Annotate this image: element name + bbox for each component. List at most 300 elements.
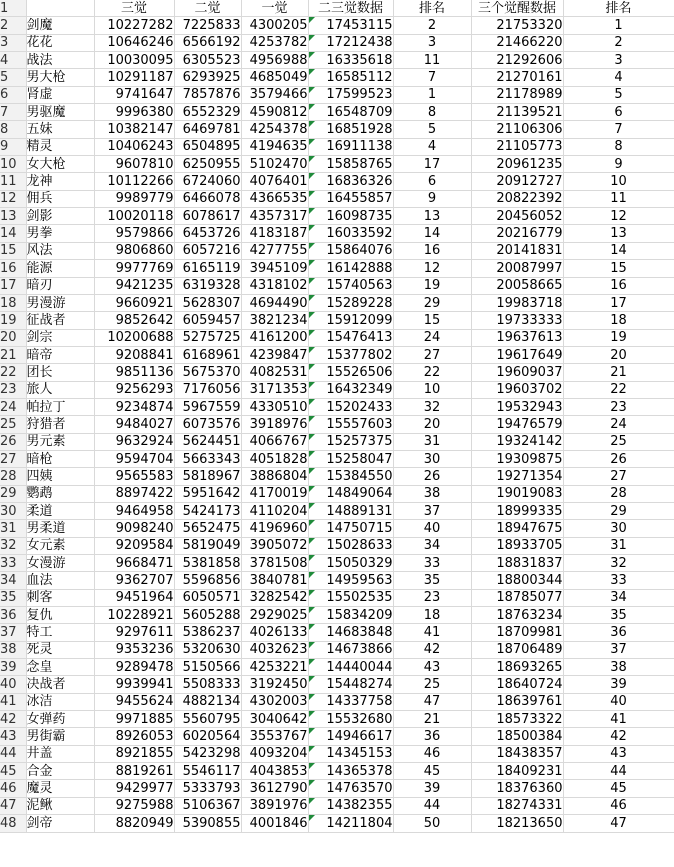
row-number[interactable]: 6 <box>0 86 26 103</box>
data-cell[interactable]: 5102470 <box>241 156 308 173</box>
rank-cell[interactable]: 6 <box>393 173 471 190</box>
data-cell[interactable]: 10030095 <box>94 52 174 69</box>
row-number[interactable]: 11 <box>0 173 26 190</box>
rank-cell[interactable]: 12 <box>563 208 674 225</box>
rank-cell[interactable]: 10 <box>393 381 471 398</box>
data-cell[interactable]: 4051828 <box>241 450 308 467</box>
row-number[interactable]: 40 <box>0 676 26 693</box>
class-name-cell[interactable]: 念皇 <box>26 659 94 676</box>
data-cell[interactable]: 18376360 <box>471 780 563 797</box>
data-cell[interactable]: 3821234 <box>241 312 308 329</box>
rank-cell[interactable]: 16 <box>563 277 674 294</box>
rank-cell[interactable]: 40 <box>563 693 674 710</box>
data-cell[interactable]: 4254378 <box>241 121 308 138</box>
row-number[interactable]: 47 <box>0 797 26 814</box>
data-cell[interactable]: 9353236 <box>94 641 174 658</box>
data-cell[interactable]: 20141831 <box>471 242 563 259</box>
class-name-cell[interactable]: 特工 <box>26 624 94 641</box>
class-name-cell[interactable]: 暗帝 <box>26 346 94 363</box>
rank-cell[interactable]: 1 <box>563 17 674 34</box>
class-name-cell[interactable]: 男大枪 <box>26 69 94 86</box>
class-name-cell[interactable]: 狩猎者 <box>26 416 94 433</box>
class-name-cell[interactable]: 团长 <box>26 364 94 381</box>
rank-cell[interactable]: 39 <box>393 780 471 797</box>
rank-cell[interactable]: 19 <box>563 329 674 346</box>
data-cell[interactable]: 6078617 <box>174 208 241 225</box>
data-cell[interactable]: 14849064 <box>308 485 393 502</box>
data-cell[interactable]: 9297611 <box>94 624 174 641</box>
row-number[interactable]: 45 <box>0 763 26 780</box>
class-name-cell[interactable]: 男拳 <box>26 225 94 242</box>
data-cell[interactable]: 6305523 <box>174 52 241 69</box>
rank-cell[interactable]: 24 <box>393 329 471 346</box>
row-number[interactable]: 35 <box>0 589 26 606</box>
data-cell[interactable]: 9455624 <box>94 693 174 710</box>
data-cell[interactable]: 16851928 <box>308 121 393 138</box>
row-number[interactable]: 27 <box>0 450 26 467</box>
data-cell[interactable]: 8926053 <box>94 728 174 745</box>
data-cell[interactable]: 10646246 <box>94 34 174 51</box>
class-name-cell[interactable]: 暗刃 <box>26 277 94 294</box>
rank-cell[interactable]: 26 <box>393 468 471 485</box>
class-name-cell[interactable]: 男街霸 <box>26 728 94 745</box>
data-cell[interactable]: 18831837 <box>471 555 563 572</box>
data-cell[interactable]: 5652475 <box>174 520 241 537</box>
data-cell[interactable]: 5106367 <box>174 797 241 814</box>
data-cell[interactable]: 9362707 <box>94 572 174 589</box>
data-cell[interactable]: 16033592 <box>308 225 393 242</box>
data-cell[interactable]: 4161200 <box>241 329 308 346</box>
data-cell[interactable]: 9451964 <box>94 589 174 606</box>
data-cell[interactable]: 5663343 <box>174 450 241 467</box>
class-name-cell[interactable]: 死灵 <box>26 641 94 658</box>
row-number[interactable]: 33 <box>0 555 26 572</box>
class-name-cell[interactable]: 柔道 <box>26 502 94 519</box>
class-name-cell[interactable]: 女元素 <box>26 537 94 554</box>
data-cell[interactable]: 15202433 <box>308 398 393 415</box>
data-cell[interactable]: 16455857 <box>308 190 393 207</box>
data-cell[interactable]: 9209584 <box>94 537 174 554</box>
data-cell[interactable]: 19609037 <box>471 364 563 381</box>
data-cell[interactable]: 6250955 <box>174 156 241 173</box>
data-cell[interactable]: 9289478 <box>94 659 174 676</box>
data-cell[interactable]: 15740563 <box>308 277 393 294</box>
data-cell[interactable]: 6020564 <box>174 728 241 745</box>
rank-cell[interactable]: 38 <box>563 659 674 676</box>
row-number[interactable]: 4 <box>0 52 26 69</box>
data-cell[interactable]: 4253782 <box>241 34 308 51</box>
data-cell[interactable]: 14440044 <box>308 659 393 676</box>
data-cell[interactable]: 21105773 <box>471 138 563 155</box>
data-cell[interactable]: 17453115 <box>308 17 393 34</box>
data-cell[interactable]: 4026133 <box>241 624 308 641</box>
data-cell[interactable]: 18274331 <box>471 797 563 814</box>
data-cell[interactable]: 18763234 <box>471 607 563 624</box>
row-number[interactable]: 22 <box>0 364 26 381</box>
data-cell[interactable]: 5333793 <box>174 780 241 797</box>
data-cell[interactable]: 14337758 <box>308 693 393 710</box>
class-name-cell[interactable]: 女漫游 <box>26 555 94 572</box>
data-cell[interactable]: 4032623 <box>241 641 308 658</box>
rank-cell[interactable]: 22 <box>563 381 674 398</box>
rank-cell[interactable]: 19 <box>393 277 471 294</box>
rank-cell[interactable]: 3 <box>563 52 674 69</box>
data-cell[interactable]: 19019083 <box>471 485 563 502</box>
data-cell[interactable]: 6073576 <box>174 416 241 433</box>
rank-cell[interactable]: 30 <box>393 450 471 467</box>
data-cell[interactable]: 15834209 <box>308 607 393 624</box>
data-cell[interactable]: 18693265 <box>471 659 563 676</box>
data-cell[interactable]: 14889131 <box>308 502 393 519</box>
rank-cell[interactable]: 13 <box>563 225 674 242</box>
data-cell[interactable]: 4196960 <box>241 520 308 537</box>
rank-cell[interactable]: 31 <box>563 537 674 554</box>
data-cell[interactable]: 9098240 <box>94 520 174 537</box>
data-cell[interactable]: 4318102 <box>241 277 308 294</box>
row-number[interactable]: 46 <box>0 780 26 797</box>
data-cell[interactable]: 6552329 <box>174 104 241 121</box>
data-cell[interactable]: 15526506 <box>308 364 393 381</box>
data-cell[interactable]: 15448274 <box>308 676 393 693</box>
data-cell[interactable]: 5624451 <box>174 433 241 450</box>
data-cell[interactable]: 9565583 <box>94 468 174 485</box>
data-cell[interactable]: 3886804 <box>241 468 308 485</box>
rank-cell[interactable]: 14 <box>393 225 471 242</box>
data-cell[interactable]: 4366535 <box>241 190 308 207</box>
data-cell[interactable]: 6469781 <box>174 121 241 138</box>
data-cell[interactable]: 5546117 <box>174 763 241 780</box>
row-number[interactable]: 7 <box>0 104 26 121</box>
class-name-cell[interactable]: 魔灵 <box>26 780 94 797</box>
rank-cell[interactable]: 38 <box>393 485 471 502</box>
column-header[interactable]: 一觉 <box>241 0 308 17</box>
row-number[interactable]: 10 <box>0 156 26 173</box>
rank-cell[interactable]: 34 <box>563 589 674 606</box>
data-cell[interactable]: 4076401 <box>241 173 308 190</box>
data-cell[interactable]: 15476413 <box>308 329 393 346</box>
data-cell[interactable]: 5424173 <box>174 502 241 519</box>
row-number[interactable]: 37 <box>0 624 26 641</box>
data-cell[interactable]: 5596856 <box>174 572 241 589</box>
data-cell[interactable]: 21270161 <box>471 69 563 86</box>
data-cell[interactable]: 4590812 <box>241 104 308 121</box>
column-header[interactable]: 二觉 <box>174 0 241 17</box>
row-number[interactable]: 12 <box>0 190 26 207</box>
data-cell[interactable]: 15557603 <box>308 416 393 433</box>
rank-cell[interactable]: 23 <box>393 589 471 606</box>
data-cell[interactable]: 4882134 <box>174 693 241 710</box>
rank-cell[interactable]: 41 <box>563 711 674 728</box>
data-cell[interactable]: 20216779 <box>471 225 563 242</box>
row-number[interactable]: 43 <box>0 728 26 745</box>
rank-cell[interactable]: 2 <box>563 34 674 51</box>
class-name-cell[interactable]: 四姨 <box>26 468 94 485</box>
row-number[interactable]: 19 <box>0 312 26 329</box>
data-cell[interactable]: 4685049 <box>241 69 308 86</box>
data-cell[interactable]: 4066767 <box>241 433 308 450</box>
class-name-cell[interactable]: 井盖 <box>26 745 94 762</box>
rank-cell[interactable]: 46 <box>393 745 471 762</box>
rank-cell[interactable]: 40 <box>393 520 471 537</box>
row-number[interactable]: 24 <box>0 398 26 415</box>
row-number[interactable]: 31 <box>0 520 26 537</box>
data-cell[interactable]: 20058665 <box>471 277 563 294</box>
data-cell[interactable]: 5818967 <box>174 468 241 485</box>
data-cell[interactable]: 19603702 <box>471 381 563 398</box>
rank-cell[interactable]: 7 <box>393 69 471 86</box>
data-cell[interactable]: 10227282 <box>94 17 174 34</box>
data-cell[interactable]: 14959563 <box>308 572 393 589</box>
rank-cell[interactable]: 32 <box>393 398 471 415</box>
rank-cell[interactable]: 29 <box>563 502 674 519</box>
row-number[interactable]: 16 <box>0 260 26 277</box>
data-cell[interactable]: 19476579 <box>471 416 563 433</box>
data-cell[interactable]: 17599523 <box>308 86 393 103</box>
data-cell[interactable]: 19309875 <box>471 450 563 467</box>
data-cell[interactable]: 14211804 <box>308 815 393 832</box>
row-number[interactable]: 32 <box>0 537 26 554</box>
class-name-cell[interactable]: 男柔道 <box>26 520 94 537</box>
data-cell[interactable]: 9668471 <box>94 555 174 572</box>
data-cell[interactable]: 3040642 <box>241 711 308 728</box>
data-cell[interactable]: 10112266 <box>94 173 174 190</box>
data-cell[interactable]: 10291187 <box>94 69 174 86</box>
rank-cell[interactable]: 43 <box>393 659 471 676</box>
rank-cell[interactable]: 13 <box>393 208 471 225</box>
rank-cell[interactable]: 9 <box>563 156 674 173</box>
data-cell[interactable]: 9607810 <box>94 156 174 173</box>
row-number[interactable]: 38 <box>0 641 26 658</box>
data-cell[interactable]: 4330510 <box>241 398 308 415</box>
rank-cell[interactable]: 23 <box>563 398 674 415</box>
data-cell[interactable]: 18947675 <box>471 520 563 537</box>
rank-cell[interactable]: 36 <box>563 624 674 641</box>
data-cell[interactable]: 9852642 <box>94 312 174 329</box>
data-cell[interactable]: 18709981 <box>471 624 563 641</box>
data-cell[interactable]: 16098735 <box>308 208 393 225</box>
data-cell[interactable]: 3840781 <box>241 572 308 589</box>
row-number[interactable]: 28 <box>0 468 26 485</box>
data-cell[interactable]: 18800344 <box>471 572 563 589</box>
data-cell[interactable]: 4093204 <box>241 745 308 762</box>
rank-cell[interactable]: 20 <box>393 416 471 433</box>
data-cell[interactable]: 15384550 <box>308 468 393 485</box>
rank-cell[interactable]: 45 <box>563 780 674 797</box>
rank-cell[interactable]: 30 <box>563 520 674 537</box>
row-number[interactable]: 15 <box>0 242 26 259</box>
rank-cell[interactable]: 16 <box>393 242 471 259</box>
rank-cell[interactable]: 28 <box>563 485 674 502</box>
column-header[interactable]: 三觉 <box>94 0 174 17</box>
data-cell[interactable]: 3192450 <box>241 676 308 693</box>
rank-cell[interactable]: 14 <box>563 242 674 259</box>
class-name-cell[interactable]: 合金 <box>26 763 94 780</box>
class-name-cell[interactable]: 决战者 <box>26 676 94 693</box>
data-cell[interactable]: 9464958 <box>94 502 174 519</box>
rank-cell[interactable]: 4 <box>393 138 471 155</box>
data-cell[interactable]: 20087997 <box>471 260 563 277</box>
class-name-cell[interactable]: 旅人 <box>26 381 94 398</box>
data-cell[interactable]: 15258047 <box>308 450 393 467</box>
column-header[interactable]: 二三觉数据 <box>308 0 393 17</box>
row-number[interactable]: 25 <box>0 416 26 433</box>
rank-cell[interactable]: 29 <box>393 294 471 311</box>
data-cell[interactable]: 7176056 <box>174 381 241 398</box>
class-name-cell[interactable]: 剑宗 <box>26 329 94 346</box>
data-cell[interactable]: 5508333 <box>174 676 241 693</box>
data-cell[interactable]: 9429977 <box>94 780 174 797</box>
row-number[interactable]: 42 <box>0 711 26 728</box>
class-name-cell[interactable]: 战法 <box>26 52 94 69</box>
rank-cell[interactable]: 33 <box>563 572 674 589</box>
data-cell[interactable]: 21139521 <box>471 104 563 121</box>
data-cell[interactable]: 6566192 <box>174 34 241 51</box>
data-cell[interactable]: 19637613 <box>471 329 563 346</box>
data-cell[interactable]: 10382147 <box>94 121 174 138</box>
data-cell[interactable]: 7857876 <box>174 86 241 103</box>
data-cell[interactable]: 4357317 <box>241 208 308 225</box>
data-cell[interactable]: 9989779 <box>94 190 174 207</box>
rank-cell[interactable]: 44 <box>393 797 471 814</box>
rank-cell[interactable]: 15 <box>563 260 674 277</box>
rank-cell[interactable]: 21 <box>563 364 674 381</box>
data-cell[interactable]: 14683848 <box>308 624 393 641</box>
data-cell[interactable]: 9234874 <box>94 398 174 415</box>
data-cell[interactable]: 21178989 <box>471 86 563 103</box>
data-cell[interactable]: 6453726 <box>174 225 241 242</box>
rank-cell[interactable]: 11 <box>393 52 471 69</box>
data-cell[interactable]: 18999335 <box>471 502 563 519</box>
class-name-cell[interactable]: 五妹 <box>26 121 94 138</box>
data-cell[interactable]: 15289228 <box>308 294 393 311</box>
data-cell[interactable]: 4001846 <box>241 815 308 832</box>
row-number[interactable]: 41 <box>0 693 26 710</box>
class-name-cell[interactable]: 能源 <box>26 260 94 277</box>
rank-cell[interactable]: 37 <box>563 641 674 658</box>
data-cell[interactable]: 9741647 <box>94 86 174 103</box>
data-cell[interactable]: 4300205 <box>241 17 308 34</box>
row-number[interactable]: 29 <box>0 485 26 502</box>
data-cell[interactable]: 5951642 <box>174 485 241 502</box>
column-header[interactable]: 三个觉醒数据 <box>471 0 563 17</box>
row-number[interactable]: 13 <box>0 208 26 225</box>
rank-cell[interactable]: 36 <box>393 728 471 745</box>
data-cell[interactable]: 15377802 <box>308 346 393 363</box>
row-number[interactable]: 2 <box>0 17 26 34</box>
data-cell[interactable]: 16335618 <box>308 52 393 69</box>
rank-cell[interactable]: 8 <box>393 104 471 121</box>
rank-cell[interactable]: 20 <box>563 346 674 363</box>
data-cell[interactable]: 9275988 <box>94 797 174 814</box>
class-name-cell[interactable]: 剑魔 <box>26 17 94 34</box>
data-cell[interactable]: 5150566 <box>174 659 241 676</box>
rank-cell[interactable]: 25 <box>393 676 471 693</box>
class-name-cell[interactable]: 血法 <box>26 572 94 589</box>
data-cell[interactable]: 4082531 <box>241 364 308 381</box>
rank-cell[interactable]: 43 <box>563 745 674 762</box>
rank-cell[interactable]: 1 <box>393 86 471 103</box>
data-cell[interactable]: 4239847 <box>241 346 308 363</box>
row-number[interactable]: 3 <box>0 34 26 51</box>
data-cell[interactable]: 5386237 <box>174 624 241 641</box>
data-cell[interactable]: 4043853 <box>241 763 308 780</box>
data-cell[interactable]: 3171353 <box>241 381 308 398</box>
row-number[interactable]: 26 <box>0 433 26 450</box>
data-cell[interactable]: 5275725 <box>174 329 241 346</box>
row-number[interactable]: 48 <box>0 815 26 832</box>
data-cell[interactable]: 10020118 <box>94 208 174 225</box>
class-name-cell[interactable]: 泥鳅 <box>26 797 94 814</box>
class-name-cell[interactable]: 花花 <box>26 34 94 51</box>
data-cell[interactable]: 20822392 <box>471 190 563 207</box>
rank-cell[interactable]: 32 <box>563 555 674 572</box>
class-name-cell[interactable]: 佣兵 <box>26 190 94 207</box>
rank-cell[interactable]: 42 <box>563 728 674 745</box>
rank-cell[interactable]: 44 <box>563 763 674 780</box>
data-cell[interactable]: 15912099 <box>308 312 393 329</box>
data-cell[interactable]: 19324142 <box>471 433 563 450</box>
data-cell[interactable]: 8820949 <box>94 815 174 832</box>
rank-cell[interactable]: 47 <box>563 815 674 832</box>
data-cell[interactable]: 19983718 <box>471 294 563 311</box>
data-cell[interactable]: 14345153 <box>308 745 393 762</box>
rank-cell[interactable]: 7 <box>563 121 674 138</box>
class-name-cell[interactable]: 冰洁 <box>26 693 94 710</box>
column-header[interactable]: 排名 <box>563 0 674 17</box>
data-cell[interactable]: 19532943 <box>471 398 563 415</box>
data-cell[interactable]: 3282542 <box>241 589 308 606</box>
rank-cell[interactable]: 45 <box>393 763 471 780</box>
row-number[interactable]: 30 <box>0 502 26 519</box>
data-cell[interactable]: 6059457 <box>174 312 241 329</box>
data-cell[interactable]: 9660921 <box>94 294 174 311</box>
data-cell[interactable]: 3918976 <box>241 416 308 433</box>
data-cell[interactable]: 3612790 <box>241 780 308 797</box>
row-number[interactable]: 23 <box>0 381 26 398</box>
data-cell[interactable]: 15858765 <box>308 156 393 173</box>
column-header[interactable] <box>26 0 94 17</box>
data-cell[interactable]: 10228921 <box>94 607 174 624</box>
data-cell[interactable]: 3891976 <box>241 797 308 814</box>
data-cell[interactable]: 7225833 <box>174 17 241 34</box>
rank-cell[interactable]: 47 <box>393 693 471 710</box>
data-cell[interactable]: 16911138 <box>308 138 393 155</box>
rank-cell[interactable]: 17 <box>563 294 674 311</box>
data-cell[interactable]: 16432349 <box>308 381 393 398</box>
class-name-cell[interactable]: 征战者 <box>26 312 94 329</box>
rank-cell[interactable]: 21 <box>393 711 471 728</box>
rank-cell[interactable]: 24 <box>563 416 674 433</box>
data-cell[interactable]: 20456052 <box>471 208 563 225</box>
data-cell[interactable]: 15532680 <box>308 711 393 728</box>
data-cell[interactable]: 16585112 <box>308 69 393 86</box>
data-cell[interactable]: 5423298 <box>174 745 241 762</box>
data-cell[interactable]: 19271354 <box>471 468 563 485</box>
data-cell[interactable]: 21753320 <box>471 17 563 34</box>
class-name-cell[interactable]: 风法 <box>26 242 94 259</box>
class-name-cell[interactable]: 肾虚 <box>26 86 94 103</box>
data-cell[interactable]: 6319328 <box>174 277 241 294</box>
row-number[interactable]: 18 <box>0 294 26 311</box>
data-cell[interactable]: 10406243 <box>94 138 174 155</box>
data-cell[interactable]: 9939941 <box>94 676 174 693</box>
data-cell[interactable]: 3553767 <box>241 728 308 745</box>
data-cell[interactable]: 9579866 <box>94 225 174 242</box>
class-name-cell[interactable]: 女弹药 <box>26 711 94 728</box>
rank-cell[interactable]: 27 <box>563 468 674 485</box>
data-cell[interactable]: 8819261 <box>94 763 174 780</box>
rank-cell[interactable]: 42 <box>393 641 471 658</box>
